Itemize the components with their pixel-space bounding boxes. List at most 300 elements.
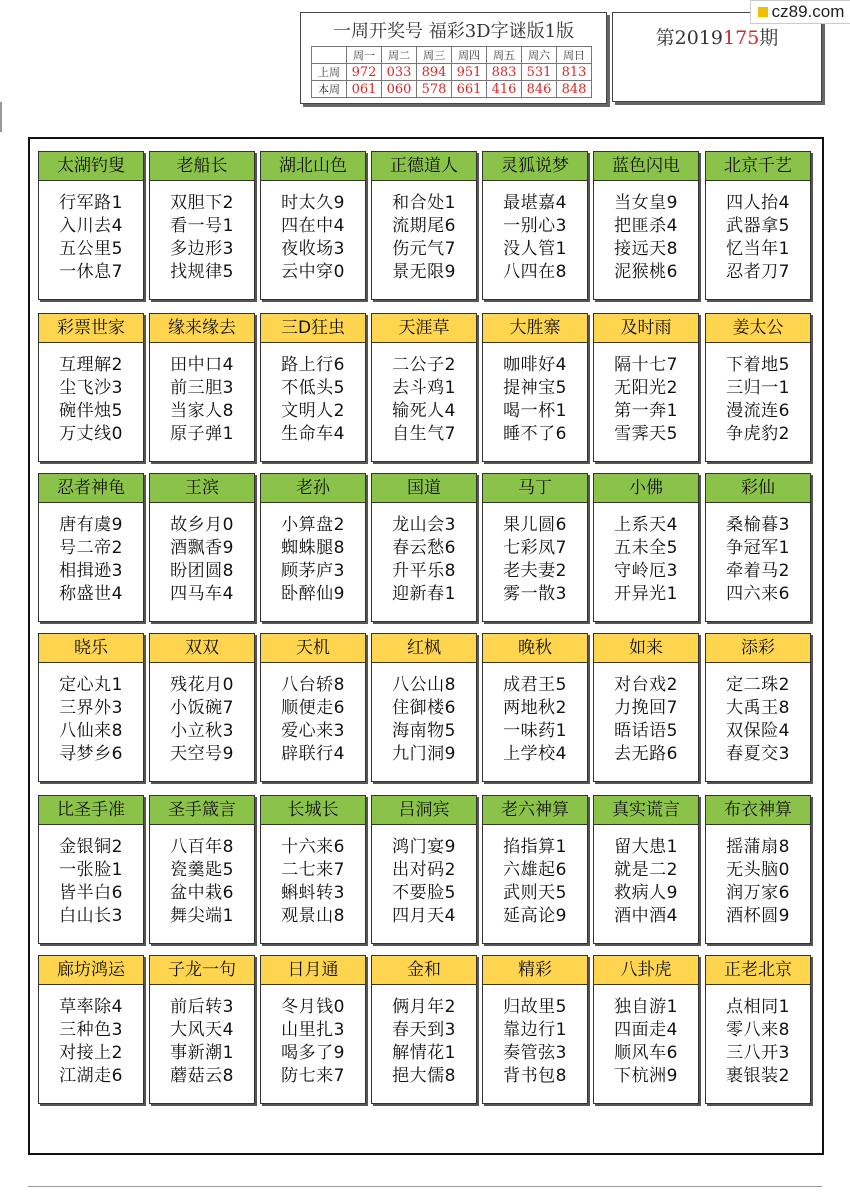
riddle-line: 奏管弦3 (503, 1043, 567, 1063)
riddle-line: 五公里5 (59, 239, 123, 259)
riddle-line: 天空号9 (170, 744, 234, 764)
riddle-line: 鸿门宴9 (392, 837, 456, 857)
draw-number: 972 (347, 64, 382, 81)
riddle-line: 武则天5 (503, 883, 567, 903)
riddle-line: 顺便走6 (281, 698, 345, 718)
riddle-line: 四月天4 (392, 906, 456, 926)
riddle-card (705, 473, 811, 622)
riddle-line: 四人抬4 (726, 193, 790, 213)
riddle-line: 摇蒲扇8 (726, 837, 790, 857)
riddle-line: 八公山8 (392, 675, 456, 695)
row-label: 上周 (312, 64, 347, 81)
day-header: 周三 (417, 47, 452, 64)
weekday-header-row (312, 47, 592, 64)
day-header: 周日 (557, 47, 592, 64)
riddle-line: 云中穿0 (281, 262, 345, 282)
riddle-line: 掐指算1 (503, 837, 567, 857)
author-name: 红枫 (372, 634, 476, 663)
author-name: 精彩 (483, 956, 587, 985)
riddle-line: 景无限9 (392, 262, 456, 282)
riddle-card (371, 795, 477, 944)
riddle-line: 伤元气7 (392, 239, 456, 259)
riddle-list (706, 996, 810, 1088)
riddle-line: 对台戏2 (614, 675, 678, 695)
author-name: 八卦虎 (594, 956, 698, 985)
riddle-line: 草率除4 (59, 997, 123, 1017)
day-header: 周五 (487, 47, 522, 64)
riddle-list (372, 836, 476, 928)
riddle-card (482, 151, 588, 300)
riddle-line: 七彩凤7 (503, 538, 567, 558)
riddle-card (149, 633, 255, 782)
riddle-line: 果儿圆6 (503, 515, 567, 535)
riddle-card (260, 955, 366, 1104)
riddle-card (149, 955, 255, 1104)
riddle-line: 六雄起6 (503, 860, 567, 880)
riddle-line: 隔十七7 (614, 355, 678, 375)
riddle-line: 互理解2 (59, 355, 123, 375)
riddle-grid (28, 137, 824, 1155)
riddle-list (261, 836, 365, 928)
riddle-line: 金银铜2 (59, 837, 123, 857)
riddle-list (150, 674, 254, 766)
riddle-line: 顺风车6 (614, 1043, 678, 1063)
day-header: 周四 (452, 47, 487, 64)
riddle-card (705, 151, 811, 300)
riddle-list (39, 674, 143, 766)
author-name: 晚秋 (483, 634, 587, 663)
riddle-line: 防七来7 (281, 1066, 345, 1086)
riddle-list (372, 674, 476, 766)
riddle-line: 零八来8 (726, 1020, 790, 1040)
riddle-line: 没人管1 (503, 239, 567, 259)
riddle-card (593, 633, 699, 782)
riddle-card (371, 633, 477, 782)
author-name: 老船长 (150, 152, 254, 181)
riddle-list (483, 674, 587, 766)
riddle-line: 夜收场3 (281, 239, 345, 259)
author-name: 子龙一句 (150, 956, 254, 985)
riddle-line: 和合处1 (392, 193, 456, 213)
bottom-divider (28, 1186, 822, 1187)
author-name: 蓝色闪电 (594, 152, 698, 181)
riddle-line: 不低头5 (281, 378, 345, 398)
riddle-card (593, 151, 699, 300)
author-name: 如来 (594, 634, 698, 663)
author-name: 天涯草 (372, 314, 476, 343)
row-label: 本周 (312, 81, 347, 98)
author-name: 国道 (372, 474, 476, 503)
issue-suffix: 期 (759, 27, 779, 49)
riddle-card (705, 633, 811, 782)
riddle-line: 蝌蚪转3 (281, 883, 345, 903)
riddle-line: 四面走4 (614, 1020, 678, 1040)
riddle-line: 蜘蛛腿8 (281, 538, 345, 558)
riddle-line: 顾茅庐3 (281, 561, 345, 581)
riddle-list (483, 354, 587, 446)
riddle-list (372, 354, 476, 446)
riddle-list (39, 192, 143, 284)
riddle-line: 背书包8 (503, 1066, 567, 1086)
riddle-line: 一张脸1 (59, 860, 123, 880)
author-name: 廊坊鸿运 (39, 956, 143, 985)
riddle-line: 原子弹1 (170, 424, 234, 444)
riddle-card (149, 313, 255, 462)
riddle-line: 酒杯圆9 (726, 906, 790, 926)
riddle-list (594, 192, 698, 284)
riddle-card (593, 313, 699, 462)
riddle-line: 五未全5 (614, 538, 678, 558)
riddle-line: 睡不了6 (503, 424, 567, 444)
riddle-line: 皆半白6 (59, 883, 123, 903)
riddle-line: 忍者刀7 (726, 262, 790, 282)
row-label-empty (312, 47, 347, 64)
riddle-list (594, 514, 698, 606)
riddle-line: 下杭洲9 (614, 1066, 678, 1086)
author-name: 比圣手准 (39, 796, 143, 825)
riddle-line: 对接上2 (59, 1043, 123, 1063)
riddle-line: 救病人9 (614, 883, 678, 903)
riddle-line: 双胆下2 (170, 193, 234, 213)
riddle-line: 上学校4 (503, 744, 567, 764)
riddle-card (371, 151, 477, 300)
riddle-line: 辟联行4 (281, 744, 345, 764)
logo-text: cz89.com (771, 2, 845, 21)
author-name: 金和 (372, 956, 476, 985)
author-name: 及时雨 (594, 314, 698, 343)
riddle-line: 小算盘2 (281, 515, 345, 535)
draw-number: 848 (557, 81, 592, 98)
riddle-line: 归故里5 (503, 997, 567, 1017)
riddle-line: 多边形3 (170, 239, 234, 259)
riddle-list (372, 514, 476, 606)
site-logo[interactable] (750, 0, 850, 24)
riddle-line: 生命车4 (281, 424, 345, 444)
draw-number: 846 (522, 81, 557, 98)
riddle-line: 解情花1 (392, 1043, 456, 1063)
riddle-line: 行军路1 (59, 193, 123, 213)
author-name: 吕洞宾 (372, 796, 476, 825)
author-name: 双双 (150, 634, 254, 663)
riddle-line: 酒飘香9 (170, 538, 234, 558)
riddle-line: 接远天8 (614, 239, 678, 259)
riddle-card (482, 313, 588, 462)
weekly-results-table (311, 46, 592, 98)
riddle-line: 成君王5 (503, 675, 567, 695)
riddle-list (39, 354, 143, 446)
riddle-card (705, 955, 811, 1104)
riddle-card (705, 795, 811, 944)
riddle-line: 残花月0 (170, 675, 234, 695)
riddle-list (261, 514, 365, 606)
riddle-card (593, 473, 699, 622)
weekly-results-panel (300, 12, 607, 104)
riddle-line: 雪霁天5 (614, 424, 678, 444)
riddle-list (706, 514, 810, 606)
riddle-line: 瓷羹匙5 (170, 860, 234, 880)
riddle-line: 升平乐8 (392, 561, 456, 581)
riddle-list (39, 514, 143, 606)
riddle-list (706, 836, 810, 928)
riddle-list (261, 192, 365, 284)
riddle-line: 看一号1 (170, 216, 234, 236)
riddle-line: 九门洞9 (392, 744, 456, 764)
riddle-line: 润万家6 (726, 883, 790, 903)
riddle-line: 万丈线0 (59, 424, 123, 444)
issue-label (613, 23, 821, 50)
riddle-line: 爱心来3 (281, 721, 345, 741)
author-name: 彩仙 (706, 474, 810, 503)
riddle-line: 俩月年2 (392, 997, 456, 1017)
riddle-line: 迎新春1 (392, 584, 456, 604)
draw-number: 661 (452, 81, 487, 98)
riddle-list (150, 354, 254, 446)
this-week-row (312, 81, 592, 98)
riddle-line: 漫流连6 (726, 401, 790, 421)
riddle-line: 自生气7 (392, 424, 456, 444)
riddle-card (38, 955, 144, 1104)
riddle-line: 定心丸1 (59, 675, 123, 695)
riddle-line: 十六来6 (281, 837, 345, 857)
riddle-line: 时太久9 (281, 193, 345, 213)
riddle-line: 春云愁6 (392, 538, 456, 558)
riddle-list (483, 192, 587, 284)
riddle-line: 三归一1 (726, 378, 790, 398)
author-name: 马丁 (483, 474, 587, 503)
riddle-card (38, 633, 144, 782)
riddle-line: 一休息7 (59, 262, 123, 282)
logo-square-icon (758, 7, 768, 17)
draw-number: 951 (452, 64, 487, 81)
riddle-line: 四六来6 (726, 584, 790, 604)
riddle-line: 桑榆暮3 (726, 515, 790, 535)
riddle-list (594, 836, 698, 928)
riddle-line: 春夏交3 (726, 744, 790, 764)
riddle-line: 四在中4 (281, 216, 345, 236)
riddle-line: 卧醉仙9 (281, 584, 345, 604)
author-name: 老孙 (261, 474, 365, 503)
riddle-line: 相揖逊3 (59, 561, 123, 581)
author-name: 湖北山色 (261, 152, 365, 181)
riddle-list (39, 996, 143, 1088)
riddle-line: 裹银装2 (726, 1066, 790, 1086)
day-header: 周二 (382, 47, 417, 64)
riddle-line: 八仙来8 (59, 721, 123, 741)
riddle-card (260, 151, 366, 300)
riddle-card (260, 313, 366, 462)
riddle-card (482, 633, 588, 782)
riddle-card (371, 473, 477, 622)
riddle-line: 盆中栽6 (170, 883, 234, 903)
draw-number: 416 (487, 81, 522, 98)
riddle-line: 延高论9 (503, 906, 567, 926)
riddle-list (483, 996, 587, 1088)
riddle-line: 唐有虞9 (59, 515, 123, 535)
riddle-line: 第一奔1 (614, 401, 678, 421)
riddle-line: 酒中酒4 (614, 906, 678, 926)
riddle-line: 把匪杀4 (614, 216, 678, 236)
riddle-card (705, 313, 811, 462)
riddle-card (149, 151, 255, 300)
riddle-line: 咖啡好4 (503, 355, 567, 375)
riddle-line: 一味药1 (503, 721, 567, 741)
riddle-line: 故乡月0 (170, 515, 234, 535)
author-name: 天机 (261, 634, 365, 663)
riddle-line: 龙山会3 (392, 515, 456, 535)
riddle-list (261, 674, 365, 766)
author-name: 长城长 (261, 796, 365, 825)
riddle-list (150, 996, 254, 1088)
riddle-card (38, 313, 144, 462)
author-name: 正德道人 (372, 152, 476, 181)
riddle-line: 碗伴烛5 (59, 401, 123, 421)
riddle-list (261, 354, 365, 446)
panel-title: 一周开奖号 福彩3D字谜版1版 (332, 21, 575, 42)
riddle-line: 开异光1 (614, 584, 678, 604)
riddle-line: 上系天4 (614, 515, 678, 535)
riddle-card (482, 955, 588, 1104)
riddle-card (593, 795, 699, 944)
author-name: 姜太公 (706, 314, 810, 343)
riddle-line: 喝多了9 (281, 1043, 345, 1063)
author-name: 太湖钓叟 (39, 152, 143, 181)
riddle-line: 力挽回7 (614, 698, 678, 718)
riddle-line: 双保险4 (726, 721, 790, 741)
riddle-line: 牵着马2 (726, 561, 790, 581)
riddle-line: 武器拿5 (726, 216, 790, 236)
riddle-line: 田中口4 (170, 355, 234, 375)
author-name: 大胜寨 (483, 314, 587, 343)
riddle-list (39, 836, 143, 928)
riddle-line: 两地秋2 (503, 698, 567, 718)
riddle-line: 喝一杯1 (503, 401, 567, 421)
riddle-line: 二公子2 (392, 355, 456, 375)
draw-number: 061 (347, 81, 382, 98)
riddle-card (482, 795, 588, 944)
riddle-line: 当女皇9 (614, 193, 678, 213)
riddle-card (482, 473, 588, 622)
riddle-line: 号二帝2 (59, 538, 123, 558)
riddle-line: 留大患1 (614, 837, 678, 857)
author-name: 晓乐 (39, 634, 143, 663)
riddle-line: 晤话语5 (614, 721, 678, 741)
riddle-line: 小立秋3 (170, 721, 234, 741)
draw-number: 578 (417, 81, 452, 98)
riddle-line: 泥猴桃6 (614, 262, 678, 282)
riddle-line: 三八开3 (726, 1043, 790, 1063)
riddle-line: 文明人2 (281, 401, 345, 421)
riddle-line: 无阳光2 (614, 378, 678, 398)
riddle-line: 独自游1 (614, 997, 678, 1017)
draw-number: 894 (417, 64, 452, 81)
riddle-line: 尘飞沙3 (59, 378, 123, 398)
author-name: 小佛 (594, 474, 698, 503)
riddle-line: 称盛世4 (59, 584, 123, 604)
riddle-line: 蘑菇云8 (170, 1066, 234, 1086)
riddle-line: 挹大儒8 (392, 1066, 456, 1086)
riddle-list (706, 192, 810, 284)
riddle-card (149, 795, 255, 944)
riddle-list (483, 836, 587, 928)
riddle-card (38, 151, 144, 300)
riddle-line: 住御楼6 (392, 698, 456, 718)
riddle-line: 八百年8 (170, 837, 234, 857)
riddle-list (706, 354, 810, 446)
riddle-line: 八台轿8 (281, 675, 345, 695)
riddle-line: 下着地5 (726, 355, 790, 375)
riddle-list (483, 514, 587, 606)
riddle-line: 流期尾6 (392, 216, 456, 236)
riddle-line: 前后转3 (170, 997, 234, 1017)
riddle-line: 提神宝5 (503, 378, 567, 398)
riddle-list (594, 996, 698, 1088)
riddle-line: 靠边行1 (503, 1020, 567, 1040)
draw-number: 813 (557, 64, 592, 81)
author-name: 北京千艺 (706, 152, 810, 181)
author-name: 三D狂虫 (261, 314, 365, 343)
left-divider (0, 102, 2, 132)
riddle-list (594, 674, 698, 766)
riddle-line: 寻梦乡6 (59, 744, 123, 764)
riddle-line: 观景山8 (281, 906, 345, 926)
riddle-line: 冬月钱0 (281, 997, 345, 1017)
issue-number-box (612, 12, 822, 102)
riddle-line: 大风天4 (170, 1020, 234, 1040)
riddle-line: 四马车4 (170, 584, 234, 604)
riddle-line: 海南物5 (392, 721, 456, 741)
author-name: 日月通 (261, 956, 365, 985)
author-name: 添彩 (706, 634, 810, 663)
author-name: 灵狐说梦 (483, 152, 587, 181)
day-header: 周六 (522, 47, 557, 64)
riddle-line: 无头脑0 (726, 860, 790, 880)
last-week-row (312, 64, 592, 81)
riddle-line: 雾一散3 (503, 584, 567, 604)
riddle-list (150, 514, 254, 606)
riddle-line: 舞尖端1 (170, 906, 234, 926)
riddle-list (150, 192, 254, 284)
riddle-line: 白山长3 (59, 906, 123, 926)
riddle-card (593, 955, 699, 1104)
riddle-line: 找规律5 (170, 262, 234, 282)
riddle-line: 前三胆3 (170, 378, 234, 398)
riddle-line: 江湖走6 (59, 1066, 123, 1086)
riddle-line: 争虎豹2 (726, 424, 790, 444)
author-name: 真实谎言 (594, 796, 698, 825)
author-name: 王滨 (150, 474, 254, 503)
riddle-line: 八四在8 (503, 262, 567, 282)
riddle-line: 春天到3 (392, 1020, 456, 1040)
riddle-line: 点相同1 (726, 997, 790, 1017)
riddle-line: 就是二2 (614, 860, 678, 880)
riddle-line: 老夫妻2 (503, 561, 567, 581)
riddle-card (371, 313, 477, 462)
riddle-line: 输死人4 (392, 401, 456, 421)
riddle-list (372, 192, 476, 284)
riddle-line: 事新潮1 (170, 1043, 234, 1063)
riddle-line: 守岭厄3 (614, 561, 678, 581)
riddle-line: 山里扎3 (281, 1020, 345, 1040)
draw-number: 033 (382, 64, 417, 81)
riddle-card (38, 795, 144, 944)
riddle-line: 争冠军1 (726, 538, 790, 558)
riddle-card (260, 633, 366, 782)
riddle-line: 去斗鸡1 (392, 378, 456, 398)
issue-prefix: 第2019 (655, 27, 724, 49)
riddle-line: 三种色3 (59, 1020, 123, 1040)
riddle-line: 路上行6 (281, 355, 345, 375)
riddle-list (594, 354, 698, 446)
